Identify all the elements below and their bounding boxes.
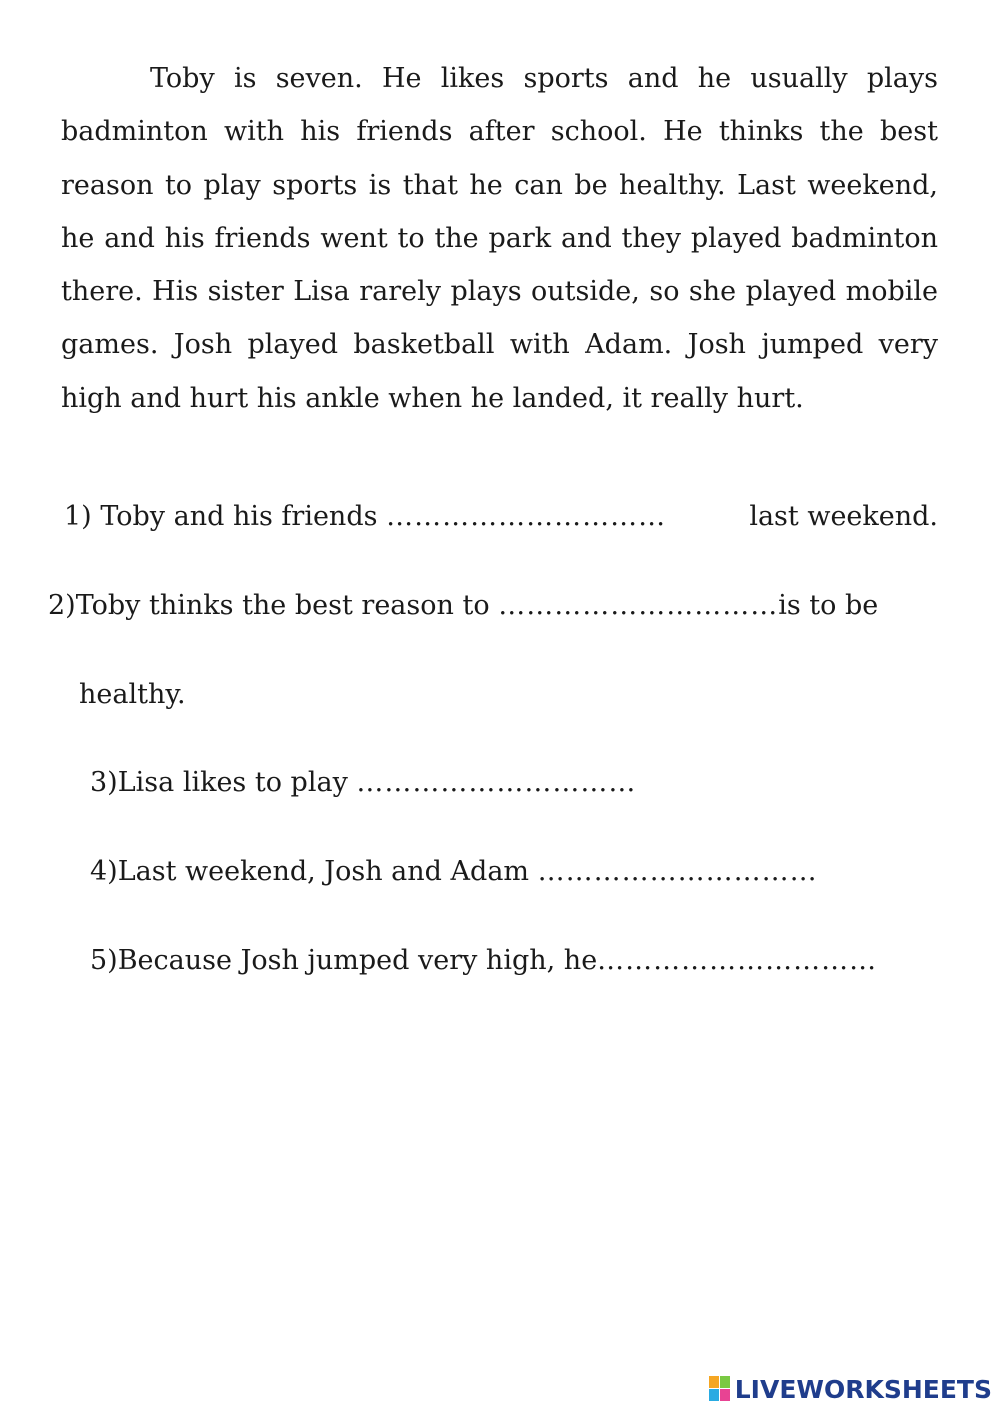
- question-number: 5): [90, 945, 118, 976]
- reading-passage: Toby is seven. He likes sports and he usually plays badminton with his friends after school. He thinks the best reason to play sports is that he can be healthy. Last weekend, he and his friends went to the park and they played badminton there. His sister Lisa rarely plays outside, so she played mobile games. Josh played basketball with Adam. Josh jumped very high and hurt his ankle when he landed, it really hurt.: [61, 63, 938, 414]
- answer-blank[interactable]: …………………………: [356, 767, 637, 798]
- liveworksheets-logo-icon: [709, 1376, 731, 1402]
- question-text: Toby and his friends: [100, 501, 378, 532]
- question-3: [90, 767, 636, 799]
- question-number: 3): [90, 767, 118, 798]
- liveworksheets-logo: [709, 1369, 992, 1409]
- question-5: [90, 945, 877, 977]
- answer-blank[interactable]: …………………………: [386, 501, 667, 532]
- question-number: 2): [48, 590, 76, 621]
- question-2-continuation: healthy.: [79, 679, 186, 710]
- question-4: [90, 856, 818, 888]
- question-text: Because Josh jumped very high, he: [117, 945, 598, 976]
- question-1: [64, 501, 938, 533]
- question-text: Toby thinks the best reason to: [75, 590, 490, 621]
- question-text: Lisa likes to play: [117, 767, 348, 798]
- logo-text: LIVEWORKSHEETS: [734, 1374, 992, 1404]
- question-text-end: last weekend.: [749, 501, 938, 532]
- question-text: Last weekend, Josh and Adam: [117, 856, 530, 887]
- question-number: 1): [64, 501, 92, 532]
- answer-blank[interactable]: …………………………: [498, 590, 779, 621]
- question-number: 4): [90, 856, 118, 887]
- answer-blank[interactable]: …………………………: [597, 945, 878, 976]
- question-2: [48, 590, 938, 622]
- answer-blank[interactable]: …………………………: [537, 856, 818, 887]
- question-text-end: is to be: [778, 590, 879, 621]
